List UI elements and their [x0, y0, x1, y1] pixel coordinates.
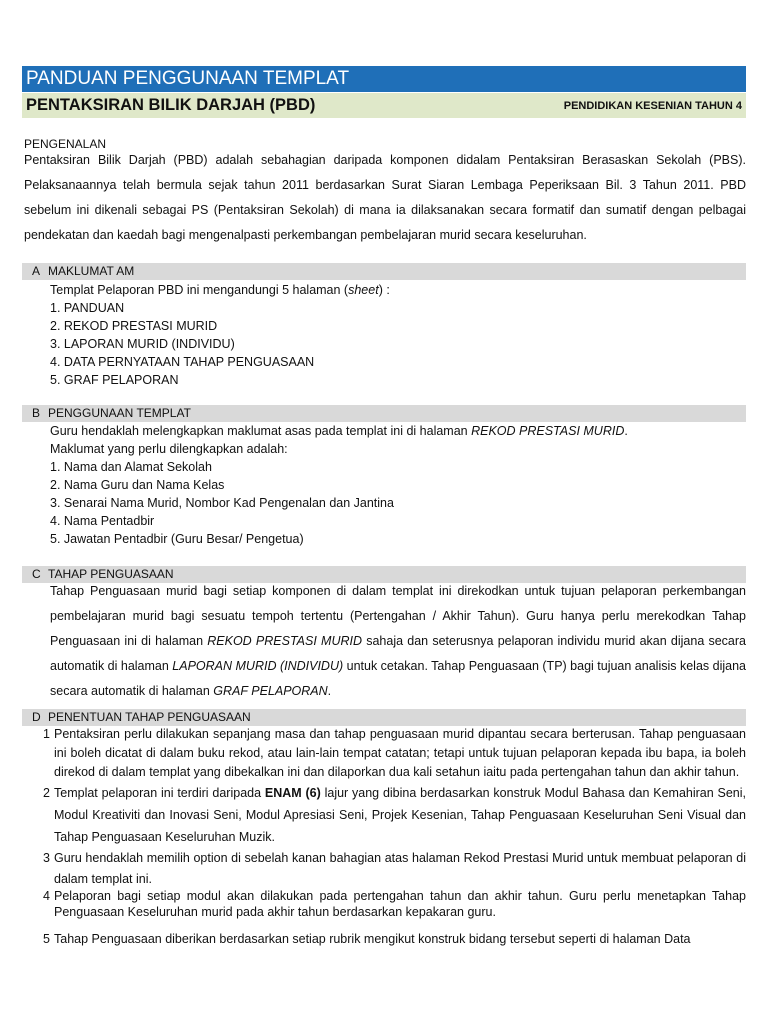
intro-body: Pentaksiran Bilik Darjah (PBD) adalah sebahagian daripada komponen didalam Pentaksiran Berasaskan Sekolah (PBS). Pelaksanaannya telah bermula sejak tahun 2011 berdasarkan Surat Siaran Lembaga Peperiksaan Bil. 3 Tahun 2011. PBD sebelum ini dikenali sebagai PS (Pentaksiran Sekolah) di mana ia dilaksanakan secara formatif dan sumatif dengan pelbagai pendekatan dan kaedah bagi mengenalpasti perkembangan pembelajaran murid secara keseluruhan. — [24, 153, 746, 242]
page-title: PANDUAN PENGGUNAAN TEMPLAT — [22, 66, 746, 92]
subject-label: PENDIDIKAN KESENIAN TAHUN 4 — [563, 99, 742, 112]
subtitle: PENTAKSIRAN BILIK DARJAH (PBD) — [26, 96, 316, 114]
list-item: 2. REKOD PRESTASI MURID — [50, 319, 218, 333]
section-d-heading: PENENTUAN TAHAP PENGUASAAN — [48, 710, 251, 724]
list-item: 5 Tahap Penguasaan diberikan berdasarkan setiap rubrik mengikut konstruk bidang tersebut seperti di halaman Data — [24, 928, 746, 950]
list-item: 2. Nama Guru dan Nama Kelas — [50, 478, 225, 492]
section-d-body — [24, 725, 746, 950]
item-number: 4 — [43, 889, 50, 903]
list-item: 1. PANDUAN — [50, 301, 125, 315]
list-item: 4. Nama Pentadbir — [50, 514, 155, 528]
item-number: 5 — [43, 932, 50, 946]
section-b-lead: Guru hendaklah melengkapkan maklumat asas pada templat ini di halaman REKOD PRESTASI MURID. — [50, 424, 628, 438]
list-item: 3. LAPORAN MURID (INDIVIDU) — [50, 337, 235, 351]
section-b-letter: B — [32, 406, 41, 420]
section-d-header — [22, 709, 746, 726]
section-c-letter: C — [32, 567, 41, 581]
section-c-body: Tahap Penguasaan murid bagi setiap komponen di dalam templat ini direkodkan untuk tujuan pelaporan perkembangan pembelajaran murid bagi sesuatu tempoh tertentu (Pertengahan / Akhir Tahun). Guru hanya perlu merekodkan Tahap Penguasaan ini di halaman REKOD PRESTASI MURID sahaja dan seterusnya pelaporan individu murid akan dijana secara automatik di halaman LAPORAN MURID (INDIVIDU) untuk cetakan. Tahap Penguasaan (TP) bagi tujuan analisis kelas dijana secara automatik di halaman GRAF PELAPORAN. — [50, 584, 747, 698]
section-c-heading: TAHAP PENGUASAAN — [48, 567, 174, 581]
section-b-body — [24, 422, 746, 548]
list-item: 3. Senarai Nama Murid, Nombor Kad Pengenalan dan Jantina — [50, 496, 394, 510]
item-number: 2 — [43, 786, 50, 800]
section-d-letter: D — [32, 710, 41, 724]
list-item: 5. Jawatan Pentadbir (Guru Besar/ Pengetua) — [50, 532, 304, 546]
list-item: 1. Nama dan Alamat Sekolah — [50, 460, 212, 474]
list-item: 4. DATA PERNYATAAN TAHAP PENGUASAAN — [50, 355, 315, 369]
list-item: 3 Guru hendaklah memilih option di sebelah kanan bahagian atas halaman Rekod Prestasi Murid untuk membuat pelaporan di dalam templat ini. — [24, 848, 746, 890]
item-number: 3 — [43, 851, 50, 865]
section-a-header — [22, 263, 746, 280]
section-a-body — [24, 281, 746, 389]
list-item: 5. GRAF PELAPORAN — [50, 373, 179, 387]
intro-heading: PENGENALAN — [24, 137, 107, 151]
list-item: 2 Templat pelaporan ini terdiri daripada ENAM (6) lajur yang dibina berdasarkan konstruk Modul Bahasa dan Kemahiran Seni, Modul Kreativiti dan Inovasi Seni, Modul Apresiasi Seni, Projek Kesenian, Tahap Penguasaan Keseluruhan Seni Visual dan Tahap Penguasaan Keseluruhan Muzik. — [24, 782, 746, 848]
list-item: 1 Pentaksiran perlu dilakukan sepanjang masa dan tahap penguasaan murid dipantau secara berterusan. Tahap penguasaan ini boleh dicatat di dalam buku rekod, atau lain-lain tempat catatan; tetapi untuk tujuan pelaporan kepada ibu bapa, ia boleh direkod di dalam templat yang dibekalkan ini dan dilaporkan dua kali setahun iaitu pada pertengahan tahun dan akhir tahun. — [24, 725, 746, 782]
list-item: 4 Pelaporan bagi setiap modul akan dilakukan pada pertengahan tahun dan akhir tahun. Guru perlu menetapkan Tahap Penguasaan Keseluruhan murid pada akhir tahun berdasarkan kepakaran guru. — [24, 888, 746, 920]
intro-section — [24, 137, 746, 248]
section-a-letter: A — [32, 264, 41, 278]
section-b-heading: PENGGUNAAN TEMPLAT — [48, 406, 191, 420]
section-a-lead: Templat Pelaporan PBD ini mengandungi 5 halaman (sheet) : — [50, 283, 390, 297]
subtitle-bar — [22, 93, 746, 118]
section-a-heading: MAKLUMAT AM — [48, 264, 135, 278]
item-number: 1 — [43, 727, 50, 741]
section-b-header — [22, 405, 746, 422]
section-b-lead-second: Maklumat yang perlu dilengkapkan adalah: — [50, 442, 288, 456]
